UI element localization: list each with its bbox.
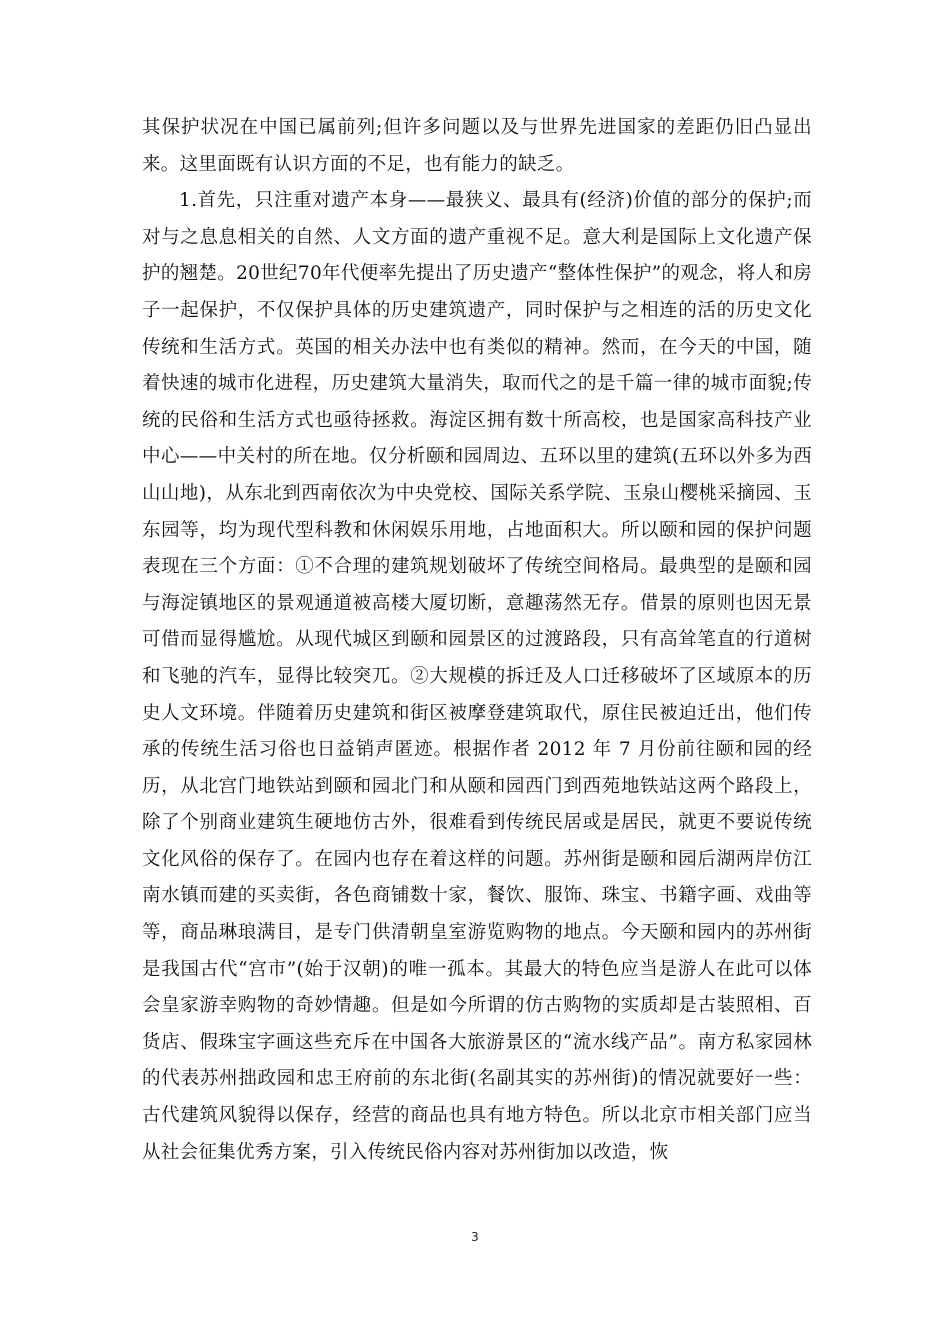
document-body [142,110,812,1171]
page-number: 3 [471,1230,479,1244]
paragraph-point-1: 1.首先，只注重对遗产本身——最狭义、最具有(经济)价值的部分的保护;而对与之息息相关的自然、人文方面的遗产重视不足。意大利是国际上文化遗产保护的翘楚。20世纪70年代便率先提出了历史遗产“整体性保护”的观念，将人和房子一起保护，不仅保护具体的历史建筑遗产，同时保护与之相连的活的历史文化传统和生活方式。英国的相关办法中也有类似的精神。然而，在今天的中国，随着快速的城市化进程，历史建筑大量消失，取而代之的是千篇一律的城市面貌;传统的民俗和生活方式也亟待拯救。海淀区拥有数十所高校，也是国家高科技产业中心——中关村的所在地。仅分析颐和园周边、五环以里的建筑(五环以外多为西山山地)，从东北到西南依次为中央党校、国际关系学院、玉泉山樱桃采摘园、玉东园等，均为现代型科教和休闲娱乐用地，占地面积大。所以颐和园的保护问题表现在三个方面：①不合理的建筑规划破坏了传统空间格局。最典型的是颐和园与海淀镇地区的景观通道被高楼大厦切断，意趣荡然无存。借景的原则也因无景可借而显得尴尬。从现代城区到颐和园景区的过渡路段，只有高耸笔直的行道树和飞驰的汽车，显得比较突兀。②大规模的拆迁及人口迁移破坏了区域原本的历史人文环境。伴随着历史建筑和街区被摩登建筑取代，原住民被迫迁出，他们传承的传统生活习俗也日益销声匿迹。根据作者 2012 年 7 月份前往颐和园的经历，从北宫门地铁站到颐和园北门和从颐和园西门到西苑地铁站这两个路段上，除了个别商业建筑生硬地仿古外，很难看到传统民居或是居民，就更不要说传统文化风俗的保存了。在园内也存在着这样的问题。苏州街是颐和园后湖两岸仿江南水镇而建的买卖街，各色商铺数十家，餐饮、服饰、珠宝、书籍字画、戏曲等等，商品琳琅满目，是专门供清朝皇室游览购物的地点。今天颐和园内的苏州街是我国古代“宫市”(始于汉朝)的唯一孤本。其最大的特色应当是游人在此可以体会皇家游幸购物的奇妙情趣。但是如今所谓的仿古购物的实质却是古装照相、百货店、假珠宝字画这些充斥在中国各大旅游景区的“流水线产品”。南方私家园林的代表苏州拙政园和忠王府前的东北街(名副其实的苏州街)的情况就要好一些：古代建筑风貌得以保存，经营的商品也具有地方特色。所以北京市相关部门应当从社会征集优秀方案，引入传统民俗内容对苏州街加以改造，恢 [142,190,812,1163]
paragraph-continuation: 其保护状况在中国已属前列;但许多问题以及与世界先进国家的差距仍旧凸显出来。这里面既有认识方面的不足，也有能力的缺乏。 [142,117,812,175]
